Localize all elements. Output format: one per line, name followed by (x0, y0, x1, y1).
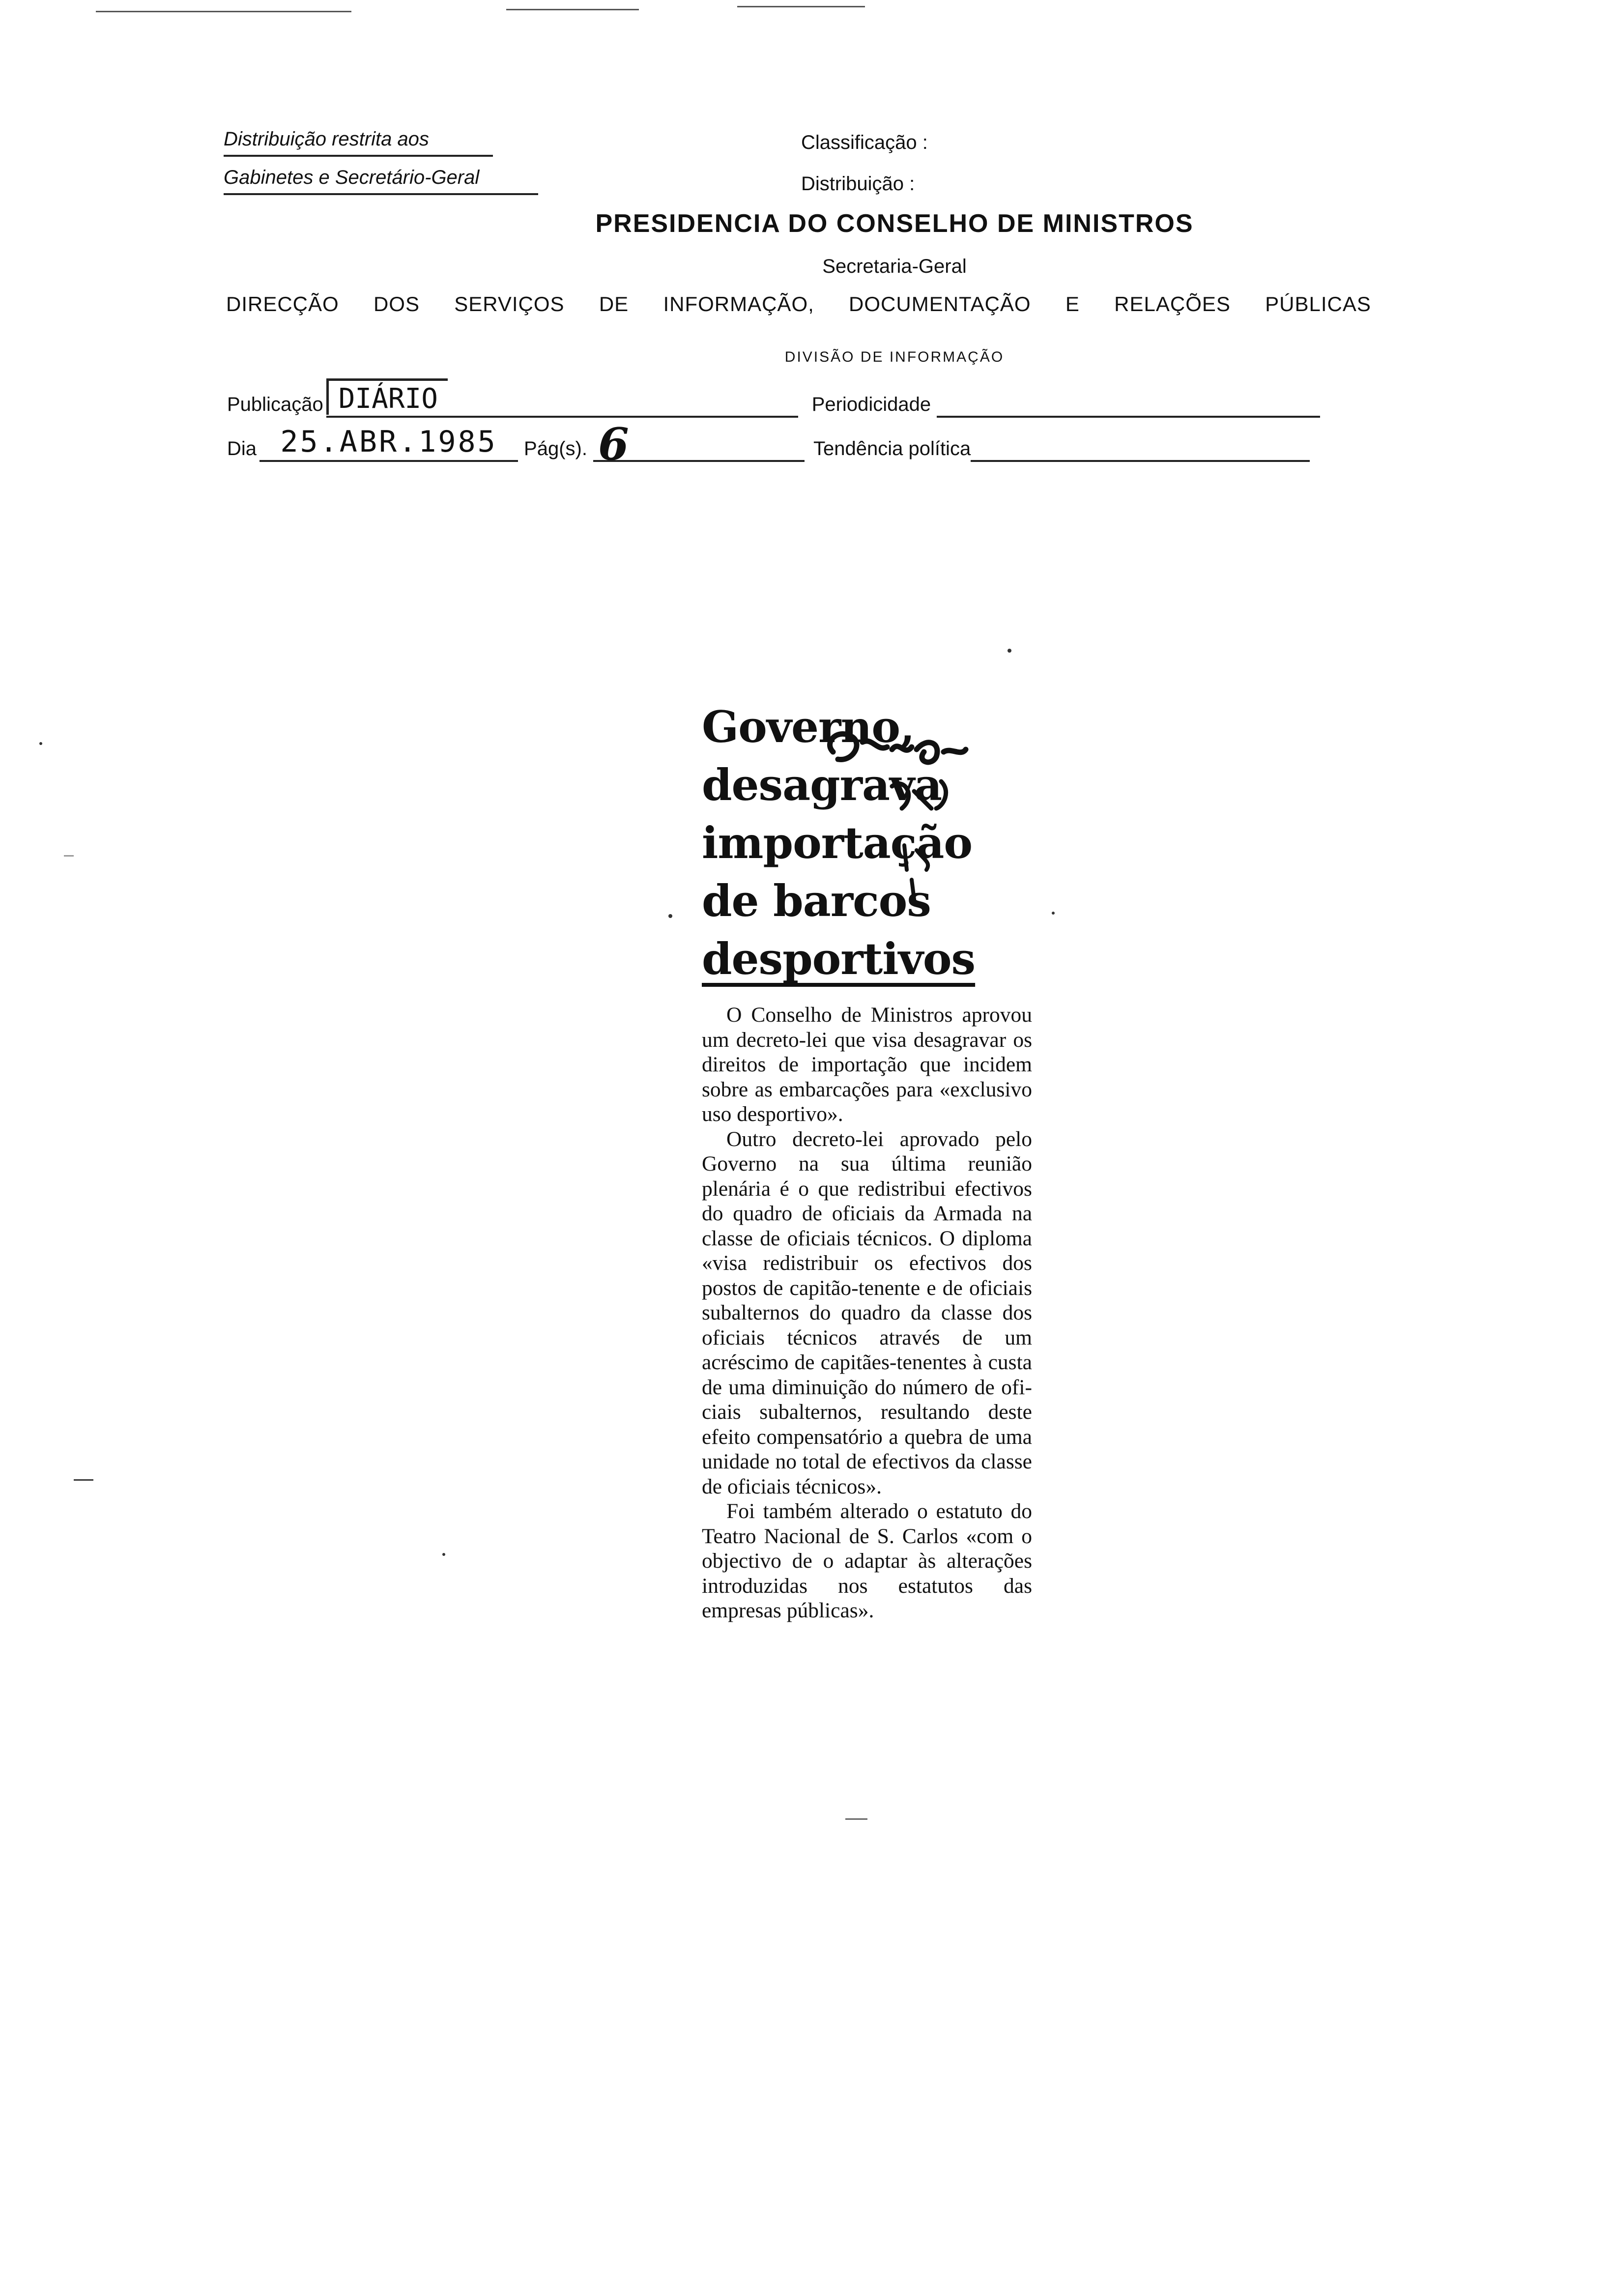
headline-line: Governo, (702, 701, 915, 752)
scan-artifact-line (737, 6, 865, 7)
headline-line: desportivos (702, 933, 976, 984)
scan-artifact-line (96, 11, 351, 12)
organization-title: PRESIDENCIA DO CONSELHO DE MINISTROS (595, 209, 1194, 238)
article-paragraph: O Conselho de Ministros aprovou um decreto-lei que visa desagravar os direitos de importação que incidem sobre as embarcações para «exclusivo uso desportivo». (702, 1003, 1032, 1126)
direccao-word: E (1065, 292, 1080, 316)
date-row (227, 418, 1310, 470)
scan-speck (39, 742, 42, 745)
division-label: DIVISÃO DE INFORMAÇÃO (784, 349, 1005, 365)
direccao-word: DE (599, 292, 629, 316)
article-paragraph: Foi também alterado o estatuto do Teatro Nacional de S. Carlos «com o objectivo de o adaptar às alterações introduzidas nos estatutos das empresas públicas». (702, 1499, 1032, 1622)
distribuicao-label: Distribuição : (801, 173, 915, 195)
pags-field (593, 418, 805, 470)
classificacao-label: Classificação : (801, 132, 928, 153)
periodicidade-label: Periodicidade (811, 394, 931, 415)
distribution-restriction (224, 125, 538, 202)
dia-field (259, 425, 518, 462)
pags-label: Pág(s). (524, 438, 587, 459)
direccao-word: INFORMAÇÃO, (663, 292, 814, 316)
article-paragraph: Outro decreto-lei aprovado pelo Governo na sua última reunião plenária é o que redistribui efectivos do quadro de oficiais da Armada na classe de oficiais técnicos. O diploma «visa redistribuir os efectivos dos postos de capitão-tenente e de oficiais subalternos do quadro da classe dos oficiais técnicos através de um acréscimo de capitães-tenentes à custa de uma diminuição do número de oficiais subalternos, resultando deste efeito compensatório a quebra de uma unidade no total de efectivos da classe de oficiais técnicos». (702, 1127, 1032, 1498)
direccao-word: RELAÇÕES (1114, 292, 1231, 316)
direccao-word: DIRECÇÃO (226, 292, 339, 316)
publicacao-stamp: DIÁRIO (326, 378, 448, 415)
scan-artifact-line (506, 9, 639, 10)
direccao-word: DOCUMENTAÇÃO (849, 292, 1031, 316)
direccao-word: DOS (373, 292, 420, 316)
scan-artifact-line (74, 1479, 93, 1481)
scan-speck (668, 914, 672, 918)
headline-line: de barcos (702, 875, 931, 926)
scan-speck (1008, 649, 1011, 653)
tendencia-field (971, 432, 1310, 462)
scan-speck (442, 1553, 445, 1556)
scan-artifact-line (64, 855, 74, 857)
organization-subtitle: Secretaria-Geral (822, 256, 967, 277)
restriction-line-1: Distribuição restrita aos (224, 125, 493, 157)
news-clipping (702, 698, 1032, 1623)
direccao-word: PÚBLICAS (1265, 292, 1371, 316)
dia-stamp: 25.ABR.1985 (280, 425, 497, 459)
periodicidade-field (937, 388, 1320, 418)
restriction-line-2: Gabinetes e Secretário-Geral (224, 164, 538, 195)
direccao-line (226, 292, 1371, 316)
scan-speck (1052, 912, 1055, 915)
publication-row (227, 383, 1320, 418)
article-body (702, 1003, 1032, 1623)
dia-label: Dia (227, 438, 257, 459)
publicacao-label: Publicação (227, 394, 323, 415)
publicacao-field (326, 383, 798, 418)
tendencia-label: Tendência política (813, 438, 971, 459)
article-headline (702, 698, 1032, 988)
scan-artifact-line (845, 1818, 867, 1820)
pags-handwritten: 6 (598, 418, 629, 470)
headline-line: desagrava (702, 759, 942, 810)
classification-block (801, 122, 928, 204)
direccao-word: SERVIÇOS (454, 292, 565, 316)
headline-line: importação (702, 817, 973, 868)
